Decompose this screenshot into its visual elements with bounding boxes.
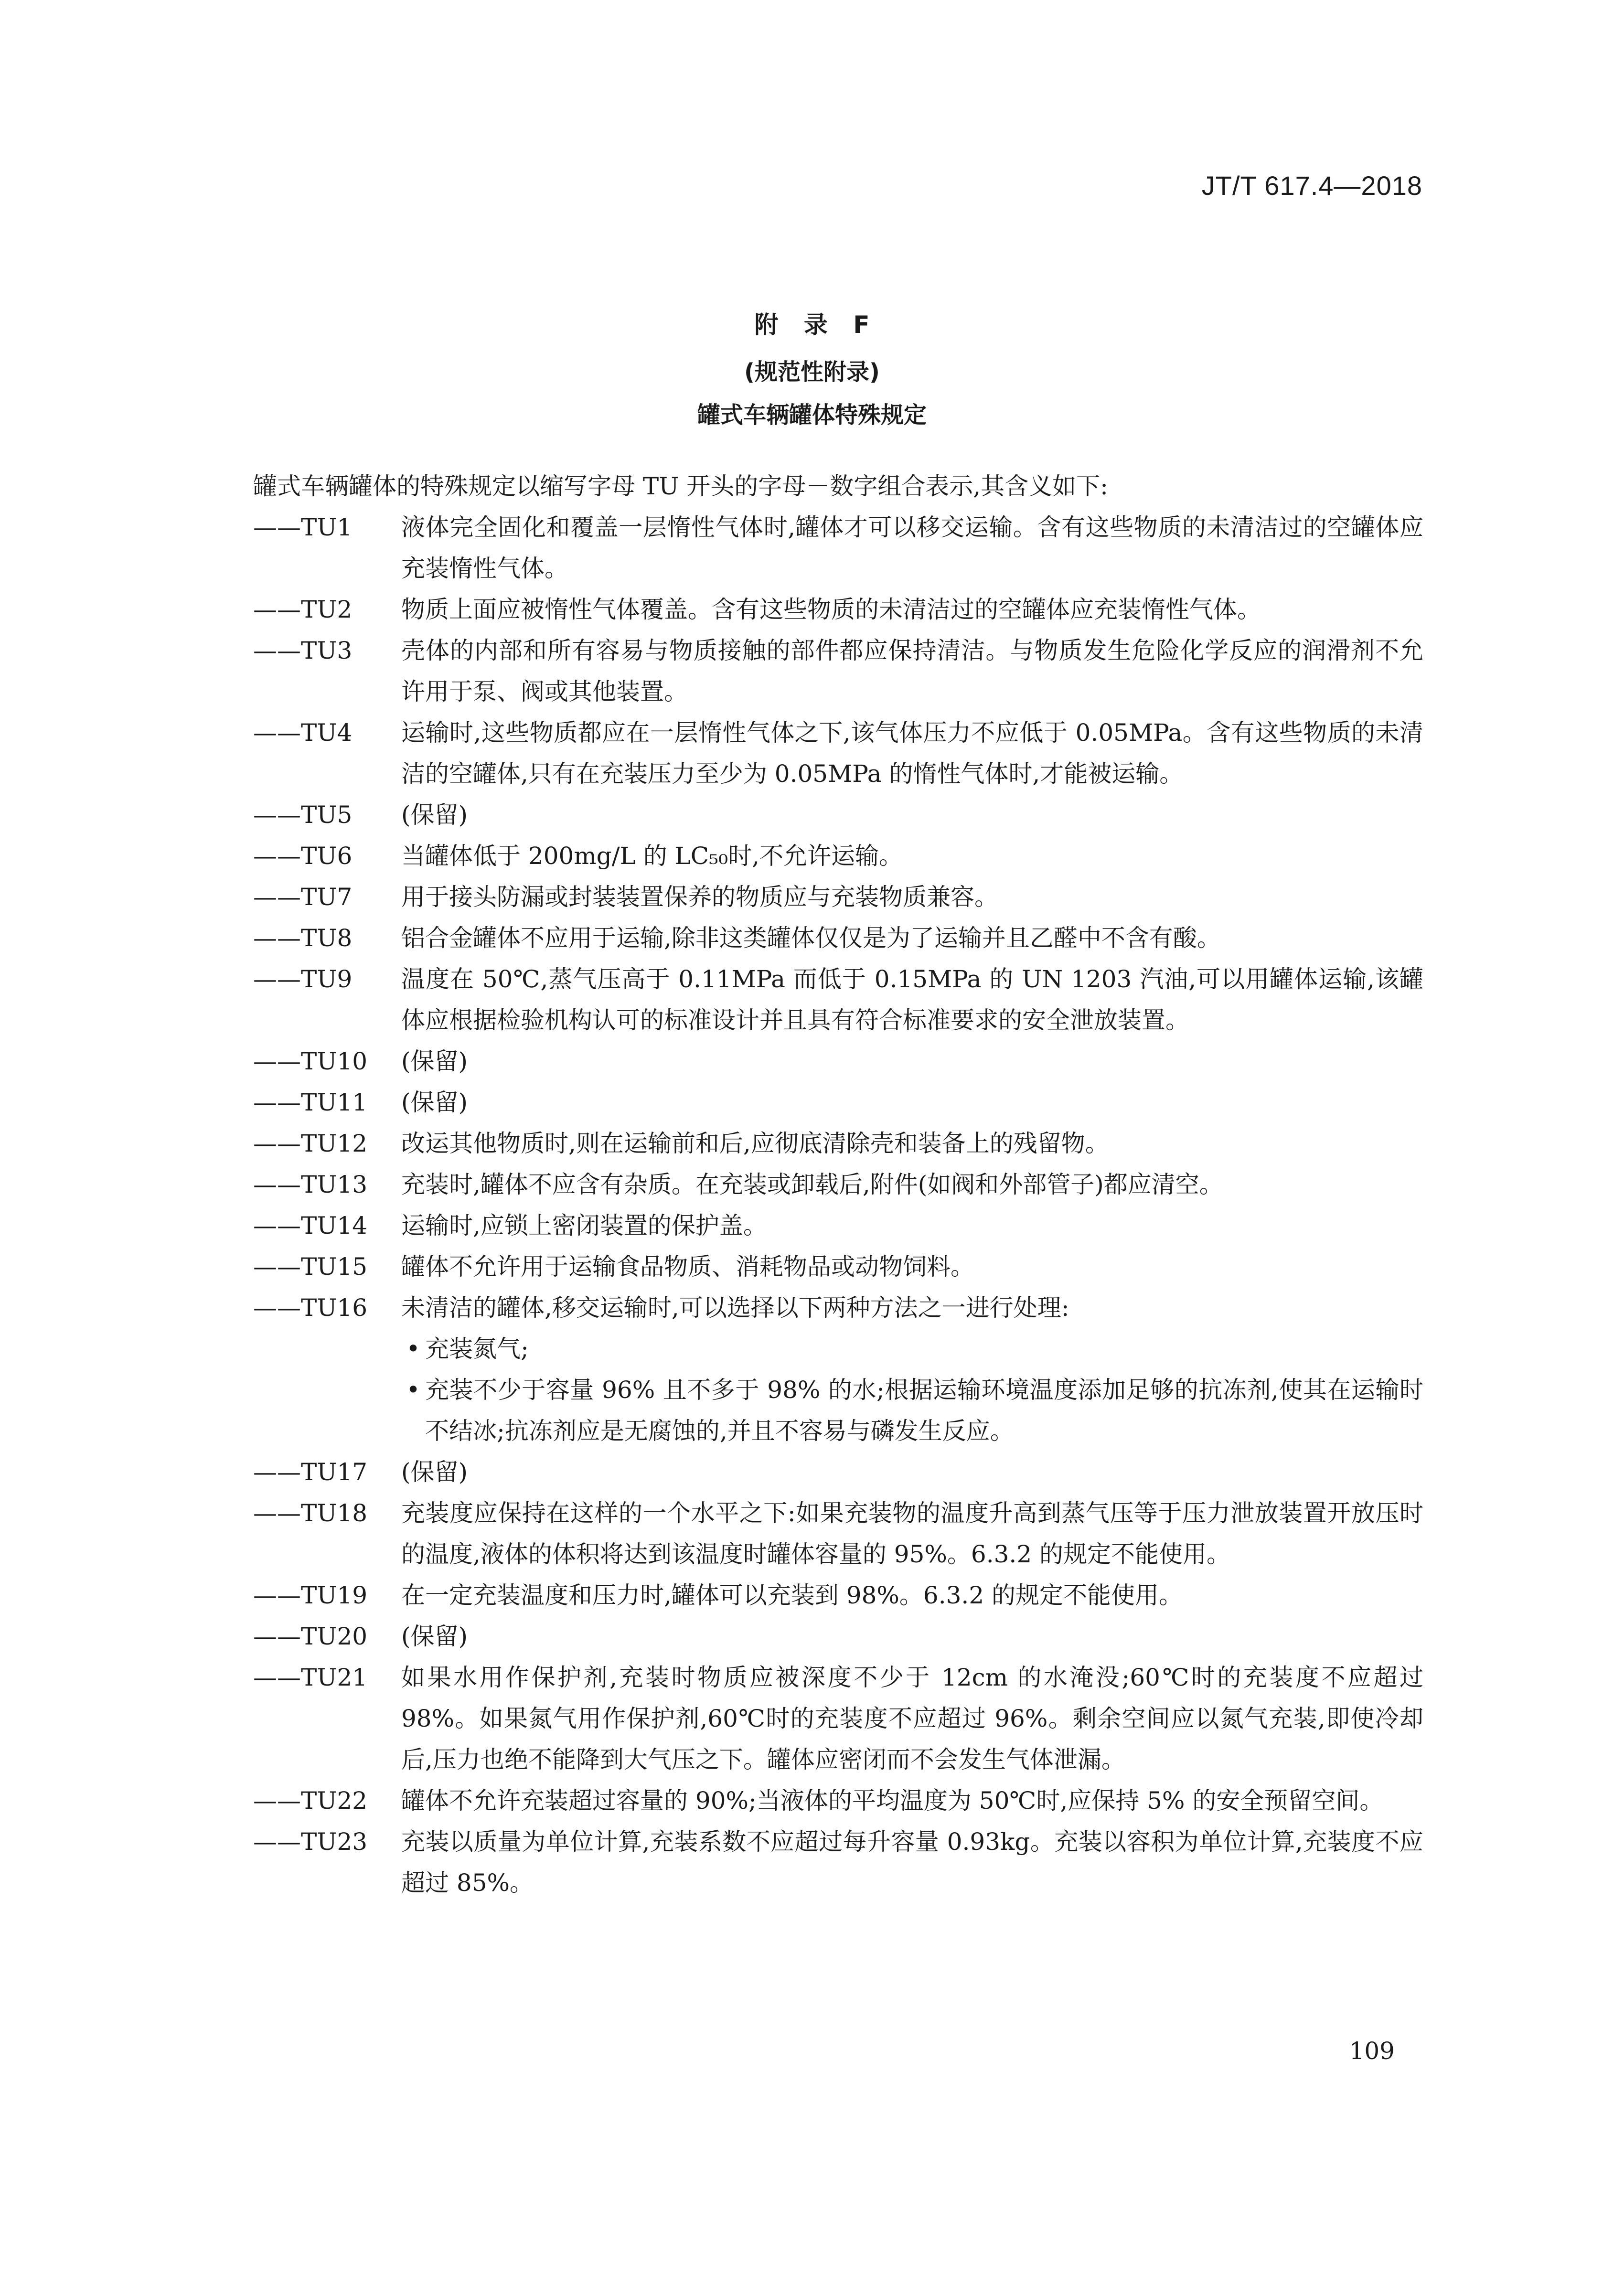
provision-text: (保留): [401, 801, 468, 829]
provision-label: ——TU19: [253, 1581, 368, 1609]
provision-label: ——TU9: [253, 965, 353, 993]
provision-text: 充装时,罐体不应含有杂质。在充装或卸载后,附件(如阀和外部管子)都应清空。: [401, 1171, 1223, 1198]
provision-label: ——TU6: [253, 842, 353, 870]
provision-label: ——TU11: [253, 1089, 368, 1116]
provision-text: 充装度应保持在这样的一个水平之下:如果充装物的温度升高到蒸气压等于压力泄放装置开放压时的温度,液体的体积将达到该温度时罐体容量的 95%。6.3.2 的规定不能使用。: [401, 1499, 1423, 1568]
provision-item: [253, 1205, 1423, 1246]
bullet-icon: •: [406, 1335, 420, 1363]
provision-item: [253, 1082, 1423, 1123]
provision-label: ——TU8: [253, 924, 353, 952]
intro-paragraph: 罐式车辆罐体的特殊规定以缩写字母 TU 开头的字母－数字组合表示,其含义如下:: [253, 472, 1109, 500]
provision-item: [253, 1041, 1423, 1082]
provision-label: ——TU21: [253, 1664, 368, 1691]
provision-item: [253, 876, 1423, 918]
provision-label: ——TU7: [253, 883, 353, 911]
provision-text: (保留): [401, 1047, 468, 1075]
provision-label: ——TU4: [253, 719, 353, 747]
provision-text: (保留): [401, 1623, 468, 1650]
provision-label: ——TU20: [253, 1623, 368, 1650]
provision-item: [253, 1164, 1423, 1205]
provision-item: [253, 507, 1423, 589]
provision-text: 运输时,应锁上密闭装置的保护盖。: [401, 1212, 767, 1239]
provision-text: (保留): [401, 1089, 468, 1116]
provision-label: ——TU22: [253, 1787, 368, 1815]
provision-text: 物质上面应被惰性气体覆盖。含有这些物质的未清洁过的空罐体应充装惰性气体。: [401, 596, 1261, 623]
bullet-text: 充装不少于容量 96% 且不多于 98% 的水;根据运输环境温度添加足够的抗冻剂,使其在运输时不结冰;抗冻剂应是无腐蚀的,并且不容易与磷发生反应。: [425, 1376, 1423, 1445]
appendix-title: 附 录 F: [754, 311, 870, 339]
provision-text: 温度在 50℃,蒸气压高于 0.11MPa 而低于 0.15MPa 的 UN 1203 汽油,可以用罐体运输,该罐体应根据检验机构认可的标准设计并且具有符合标准要求的安全泄放装置。: [401, 965, 1423, 1034]
provision-label: ——TU2: [253, 596, 353, 623]
provision-item: [253, 1123, 1423, 1164]
provision-label: ——TU16: [253, 1294, 368, 1322]
provision-label: ——TU13: [253, 1171, 368, 1198]
provision-item: [253, 712, 1423, 794]
provision-item: [253, 1780, 1423, 1821]
provision-item: [253, 1575, 1423, 1616]
provision-text: 未清洁的罐体,移交运输时,可以选择以下两种方法之一进行处理:: [401, 1294, 1069, 1322]
bullet-item: [253, 1328, 1423, 1369]
provision-text: 罐体不允许用于运输食品物质、消耗物品或动物饲料。: [401, 1253, 974, 1281]
appendix-heading: 罐式车辆罐体特殊规定: [697, 402, 927, 428]
standard-code: JT/T 617.4—2018: [1201, 171, 1422, 201]
provision-text: 当罐体低于 200mg/L 的 LC₅₀时,不允许运输。: [401, 842, 903, 870]
provision-label: ——TU5: [253, 801, 353, 829]
provision-label: ——TU17: [253, 1458, 368, 1486]
provision-item: [253, 1493, 1423, 1575]
provision-text: 在一定充装温度和压力时,罐体可以充装到 98%。6.3.2 的规定不能使用。: [401, 1581, 1183, 1609]
provision-item: [253, 1287, 1423, 1328]
provision-text: 用于接头防漏或封装装置保养的物质应与充装物质兼容。: [401, 883, 998, 911]
provision-text: 罐体不允许充装超过容量的 90%;当液体的平均温度为 50℃时,应保持 5% 的安全预留空间。: [401, 1787, 1384, 1815]
provision-item: [253, 589, 1423, 630]
provision-text: 如果水用作保护剂,充装时物质应被深度不少于 12cm 的水淹没;60℃时的充装度不应超过 98%。如果氮气用作保护剂,60℃时的充装度不应超过 96%。剩余空间应以氮气充装,即使冷却后,压力也绝不能降到大气压之下。罐体应密闭而不会发生气体泄漏。: [401, 1664, 1423, 1773]
appendix-subtitle: (规范性附录): [744, 359, 880, 385]
provision-text: 壳体的内部和所有容易与物质接触的部件都应保持清洁。与物质发生危险化学反应的润滑剂不允许用于泵、阀或其他装置。: [401, 637, 1423, 705]
provision-item: [253, 1452, 1423, 1493]
bullet-icon: •: [406, 1376, 420, 1404]
provision-label: ——TU23: [253, 1828, 368, 1856]
provision-text: 充装以质量为单位计算,充装系数不应超过每升容量 0.93kg。充装以容积为单位计算,充装度不应超过 85%。: [401, 1828, 1423, 1897]
bullet-item: [253, 1369, 1423, 1452]
provision-label: ——TU18: [253, 1499, 368, 1527]
provision-text: 改运其他物质时,则在运输前和后,应彻底清除壳和装备上的残留物。: [401, 1130, 1109, 1157]
provision-text: 液体完全固化和覆盖一层惰性气体时,罐体才可以移交运输。含有这些物质的未清洁过的空罐体应充装惰性气体。: [401, 513, 1423, 582]
provision-item: [253, 918, 1423, 959]
provision-label: ——TU3: [253, 637, 353, 664]
provision-text: 铝合金罐体不应用于运输,除非这类罐体仅仅是为了运输并且乙醛中不含有酸。: [401, 924, 1221, 952]
provision-item: [253, 794, 1423, 835]
provision-label: ——TU12: [253, 1130, 368, 1157]
provision-label: ——TU1: [253, 513, 353, 541]
provision-item: [253, 1616, 1423, 1657]
provision-text: 运输时,这些物质都应在一层惰性气体之下,该气体压力不应低于 0.05MPa。含有这些物质的未清洁的空罐体,只有在充装压力至少为 0.05MPa 的惰性气体时,才能被运输。: [401, 719, 1423, 788]
provision-item: [253, 835, 1423, 876]
provision-label: ——TU14: [253, 1212, 368, 1239]
provision-item: [253, 1821, 1423, 1903]
page-number: 109: [1349, 2037, 1395, 2065]
provision-item: [253, 630, 1423, 712]
bullet-text: 充装氮气;: [425, 1335, 529, 1363]
provision-label: ——TU10: [253, 1047, 368, 1075]
provision-item: [253, 959, 1423, 1041]
provision-item: [253, 1246, 1423, 1287]
provision-list: [253, 507, 1423, 1903]
provision-label: ——TU15: [253, 1253, 368, 1281]
provision-text: (保留): [401, 1458, 468, 1486]
provision-item: [253, 1657, 1423, 1780]
